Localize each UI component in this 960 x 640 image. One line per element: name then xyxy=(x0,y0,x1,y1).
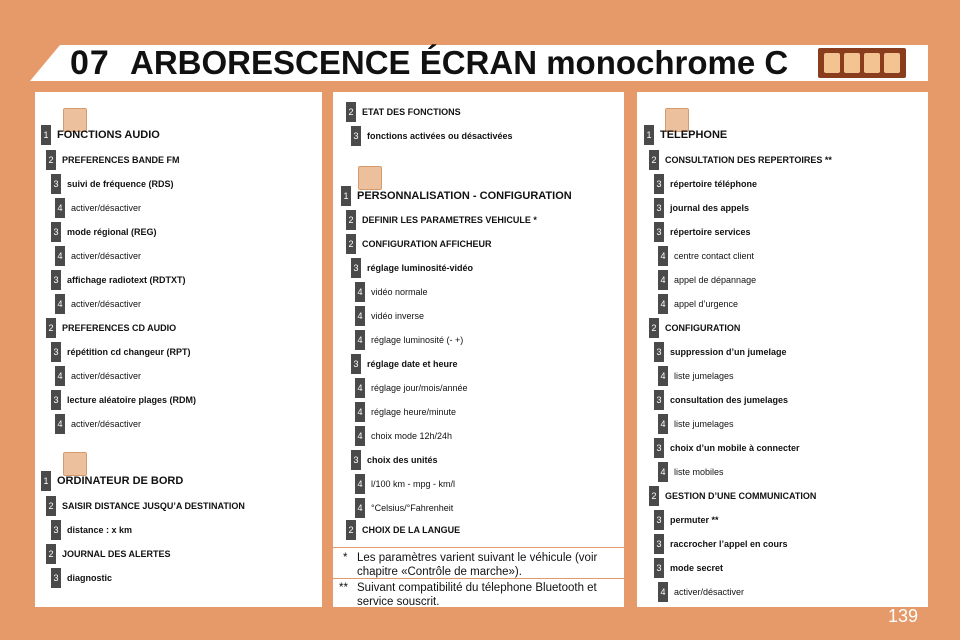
menu-item-level-1 xyxy=(341,186,572,206)
level-badge: 3 xyxy=(51,568,61,588)
menu-item-label: activer/désactiver xyxy=(71,251,142,261)
menu-item-level-3 xyxy=(654,198,749,218)
menu-item-level-3 xyxy=(51,342,191,362)
menu-item-level-1 xyxy=(41,125,160,145)
menu-item-label: journal des appels xyxy=(670,203,750,213)
menu-item-level-4 xyxy=(55,366,141,386)
level-badge: 2 xyxy=(346,210,356,230)
menu-item-level-4 xyxy=(355,378,468,398)
level-badge: 2 xyxy=(346,102,356,122)
menu-item-level-4 xyxy=(355,330,463,350)
menu-item-label: CONFIGURATION xyxy=(665,323,741,333)
menu-item-level-2 xyxy=(46,496,245,516)
menu-item-label: appel de dépannage xyxy=(674,275,757,285)
menu-item-label: centre contact client xyxy=(674,251,755,261)
footnote-mark: ** xyxy=(339,582,348,594)
menu-item-label: activer/désactiver xyxy=(71,371,142,381)
level-badge: 4 xyxy=(355,306,365,326)
menu-item-label: l/100 km - mpg - km/l xyxy=(371,479,456,489)
menu-item-label: FONCTIONS AUDIO xyxy=(57,129,160,141)
menu-item-label: mode régional (REG) xyxy=(67,227,157,237)
level-badge: 4 xyxy=(355,402,365,422)
level-badge: 4 xyxy=(55,366,65,386)
chapter-number: 07 xyxy=(70,44,110,82)
menu-item-level-3 xyxy=(51,270,186,290)
level-badge: 3 xyxy=(51,222,61,242)
menu-item-level-2 xyxy=(346,234,492,254)
level-badge: 1 xyxy=(41,471,51,491)
menu-item-label: réglage date et heure xyxy=(367,359,458,369)
menu-item-label: diagnostic xyxy=(67,573,113,583)
menu-item-label: réglage luminosité (- +) xyxy=(371,335,464,345)
menu-item-label: lecture aléatoire plages (RDM) xyxy=(67,395,197,405)
menu-item-label: liste jumelages xyxy=(674,371,734,381)
level-badge: 3 xyxy=(654,438,664,458)
menu-item-level-4 xyxy=(355,498,453,518)
menu-item-label: mode secret xyxy=(670,563,724,573)
menu-item-level-3 xyxy=(654,510,719,530)
menu-item-level-3 xyxy=(654,390,788,410)
level-badge: 4 xyxy=(355,282,365,302)
menu-item-level-4 xyxy=(658,294,738,314)
trip-computer-icon xyxy=(884,53,900,73)
level-badge: 4 xyxy=(658,582,668,602)
menu-item-label: activer/désactiver xyxy=(71,419,142,429)
menu-item-label: °Celsius/°Fahrenheit xyxy=(371,503,454,513)
menu-item-level-4 xyxy=(55,414,141,434)
level-badge: 4 xyxy=(658,294,668,314)
menu-item-level-4 xyxy=(55,246,141,266)
level-badge: 3 xyxy=(351,126,361,146)
menu-item-label: vidéo inverse xyxy=(371,311,425,321)
menu-item-level-2 xyxy=(649,486,816,506)
level-badge: 3 xyxy=(351,354,361,374)
level-badge: 4 xyxy=(658,246,668,266)
menu-item-level-2 xyxy=(346,210,537,230)
menu-item-label: PERSONNALISATION - CONFIGURATION xyxy=(357,190,572,202)
menu-item-label: choix d’un mobile à connecter xyxy=(670,443,800,453)
menu-item-label: choix des unités xyxy=(367,455,438,465)
level-badge: 4 xyxy=(55,414,65,434)
menu-item-level-2 xyxy=(46,544,171,564)
menu-item-level-3 xyxy=(351,450,438,470)
menu-item-label: liste jumelages xyxy=(674,419,734,429)
level-badge: 2 xyxy=(346,520,356,540)
menu-item-label: activer/désactiver xyxy=(71,203,142,213)
level-badge: 3 xyxy=(51,174,61,194)
menu-item-label: appel d’urgence xyxy=(674,299,739,309)
menu-item-label: GESTION D’UNE COMMUNICATION xyxy=(665,491,817,501)
menu-item-label: activer/désactiver xyxy=(71,299,142,309)
menu-item-level-4 xyxy=(355,402,456,422)
menu-item-level-4 xyxy=(658,462,724,482)
menu-item-level-3 xyxy=(654,174,757,194)
menu-item-label: vidéo normale xyxy=(371,287,428,297)
menu-item-label: activer/désactiver xyxy=(674,587,745,597)
clock-icon xyxy=(864,53,880,73)
level-badge: 4 xyxy=(658,462,668,482)
level-badge: 3 xyxy=(654,390,664,410)
menu-item-level-4 xyxy=(658,414,734,434)
level-badge: 4 xyxy=(355,330,365,350)
level-badge: 4 xyxy=(658,414,668,434)
level-badge: 3 xyxy=(51,390,61,410)
menu-item-label: CONFIGURATION AFFICHEUR xyxy=(362,239,492,249)
menu-item-label: suivi de fréquence (RDS) xyxy=(67,179,174,189)
level-badge: 2 xyxy=(46,150,56,170)
menu-item-label: suppression d’un jumelage xyxy=(670,347,787,357)
menu-item-level-4 xyxy=(355,474,455,494)
menu-item-level-1 xyxy=(644,125,727,145)
level-badge: 2 xyxy=(46,318,56,338)
menu-item-label: réglage luminosité-vidéo xyxy=(367,263,474,273)
menu-item-label: distance : x km xyxy=(67,525,133,535)
menu-item-label: PREFERENCES CD AUDIO xyxy=(62,323,177,333)
menu-item-level-3 xyxy=(654,222,751,242)
menu-item-level-4 xyxy=(355,306,424,326)
menu-item-label: SAISIR DISTANCE JUSQU’A DESTINATION xyxy=(62,501,245,511)
level-badge: 4 xyxy=(55,198,65,218)
menu-item-label: PREFERENCES BANDE FM xyxy=(62,155,180,165)
menu-item-level-4 xyxy=(658,270,756,290)
menu-item-level-4 xyxy=(658,246,754,266)
level-badge: 3 xyxy=(654,534,664,554)
menu-item-level-3 xyxy=(51,174,174,194)
level-badge: 1 xyxy=(341,186,351,206)
menu-item-level-4 xyxy=(355,426,452,446)
level-badge: 2 xyxy=(649,318,659,338)
level-badge: 4 xyxy=(658,270,668,290)
level-badge: 4 xyxy=(355,378,365,398)
menu-item-label: consultation des jumelages xyxy=(670,395,789,405)
menu-item-level-2 xyxy=(46,150,180,170)
level-badge: 3 xyxy=(351,258,361,278)
level-badge: 3 xyxy=(51,520,61,540)
menu-item-level-4 xyxy=(355,282,428,302)
menu-item-label: répétition cd changeur (RPT) xyxy=(67,347,191,357)
menu-item-level-3 xyxy=(51,568,112,588)
menu-item-label: CONSULTATION DES REPERTOIRES ** xyxy=(665,155,832,165)
level-badge: 3 xyxy=(654,174,664,194)
menu-item-label: CHOIX DE LA LANGUE xyxy=(362,525,461,535)
menu-item-level-3 xyxy=(51,390,196,410)
menu-item-label: répertoire services xyxy=(670,227,751,237)
level-badge: 3 xyxy=(654,222,664,242)
menu-item-level-3 xyxy=(654,438,800,458)
menu-item-level-4 xyxy=(55,198,141,218)
notes-divider xyxy=(333,578,624,579)
menu-item-label: JOURNAL DES ALERTES xyxy=(62,549,171,559)
menu-item-level-3 xyxy=(351,354,458,374)
menu-item-level-2 xyxy=(649,318,740,338)
menu-item-label: choix mode 12h/24h xyxy=(371,431,453,441)
menu-item-label: répertoire téléphone xyxy=(670,179,758,189)
menu-item-level-3 xyxy=(351,258,473,278)
level-badge: 3 xyxy=(351,450,361,470)
level-badge: 4 xyxy=(658,366,668,386)
footnote-mark: * xyxy=(343,552,348,564)
level-badge: 2 xyxy=(649,486,659,506)
footnote-text: Suivant compatibilité du télephone Bluetooth et service souscrit. xyxy=(357,582,597,608)
menu-item-level-4 xyxy=(55,294,141,314)
menu-item-level-2 xyxy=(46,318,176,338)
level-badge: 3 xyxy=(51,342,61,362)
menu-item-label: affichage radiotext (RDTXT) xyxy=(67,275,186,285)
level-badge: 4 xyxy=(55,294,65,314)
menu-item-label: réglage jour/mois/année xyxy=(371,383,468,393)
menu-item-label: réglage heure/minute xyxy=(371,407,457,417)
menu-item-label: ORDINATEUR DE BORD xyxy=(57,475,184,487)
notes-divider xyxy=(333,547,624,548)
menu-item-level-3 xyxy=(351,126,513,146)
level-badge: 4 xyxy=(355,474,365,494)
menu-item-level-4 xyxy=(658,366,734,386)
level-badge: 3 xyxy=(654,510,664,530)
level-badge: 4 xyxy=(355,426,365,446)
menu-item-level-3 xyxy=(51,520,132,540)
menu-item-label: TELEPHONE xyxy=(660,129,728,141)
level-badge: 3 xyxy=(654,558,664,578)
radio-icon xyxy=(824,53,840,73)
menu-item-label: permuter ** xyxy=(670,515,719,525)
page-number: 139 xyxy=(888,606,919,626)
menu-item-label: DEFINIR LES PARAMETRES VEHICULE * xyxy=(362,215,537,225)
level-badge: 4 xyxy=(55,246,65,266)
menu-item-level-2 xyxy=(346,102,461,122)
level-badge: 4 xyxy=(355,498,365,518)
menu-item-level-2 xyxy=(649,150,832,170)
menu-item-level-1 xyxy=(41,471,183,491)
menu-item-level-3 xyxy=(51,222,157,242)
level-badge: 2 xyxy=(46,496,56,516)
menu-item-level-3 xyxy=(654,534,788,554)
level-badge: 1 xyxy=(644,125,654,145)
menu-item-level-3 xyxy=(654,558,723,578)
phone-icon xyxy=(844,53,860,73)
menu-item-label: fonctions activées ou désactivées xyxy=(367,131,513,141)
menu-item-label: raccrocher l’appel en cours xyxy=(670,539,788,549)
menu-item-label: ETAT DES FONCTIONS xyxy=(362,107,461,117)
level-badge: 1 xyxy=(41,125,51,145)
header-icon-strip xyxy=(818,48,906,78)
level-badge: 3 xyxy=(654,342,664,362)
level-badge: 3 xyxy=(51,270,61,290)
level-badge: 2 xyxy=(46,544,56,564)
menu-item-level-2 xyxy=(346,520,460,540)
menu-item-level-3 xyxy=(654,342,787,362)
menu-item-label: liste mobiles xyxy=(674,467,724,477)
level-badge: 3 xyxy=(654,198,664,218)
level-badge: 2 xyxy=(649,150,659,170)
footnote-text: Les paramètres varient suivant le véhicule (voir chapitre «Contrôle de marche»). xyxy=(357,552,598,578)
page-title: ARBORESCENCE ÉCRAN monochrome C xyxy=(130,44,789,81)
menu-item-level-4 xyxy=(658,582,744,602)
level-badge: 2 xyxy=(346,234,356,254)
